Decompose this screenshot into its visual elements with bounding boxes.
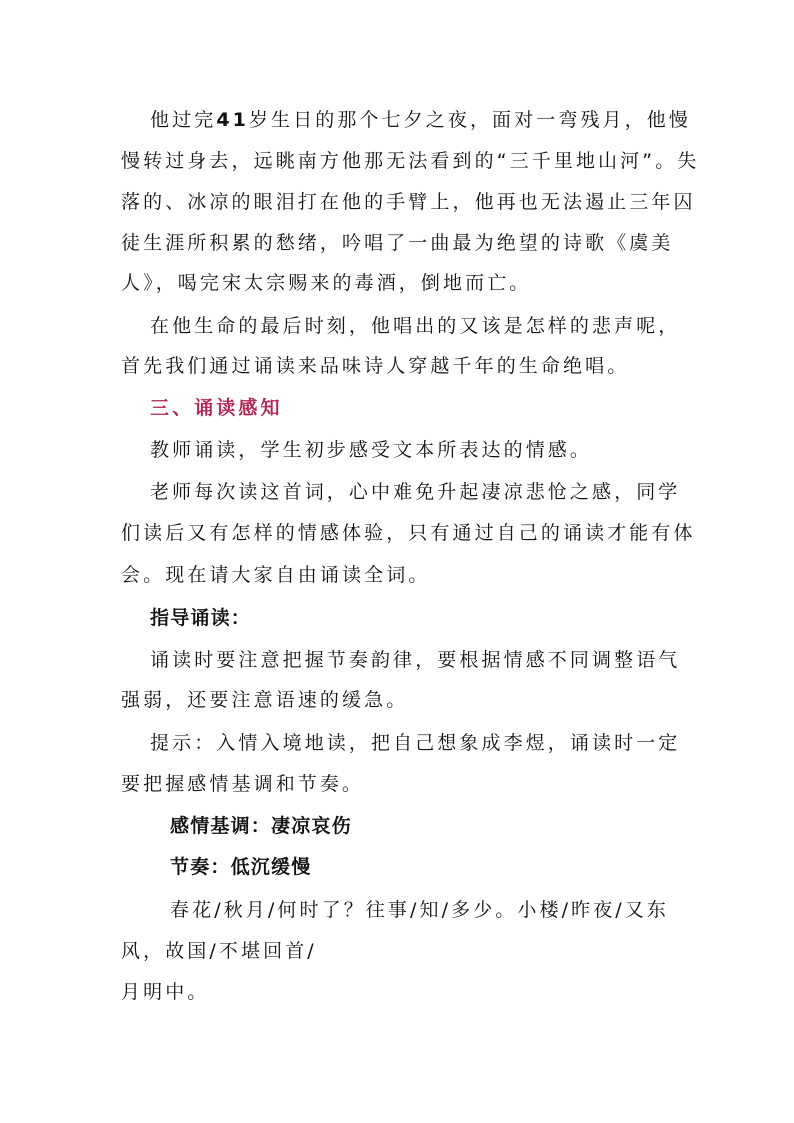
- tip-line: 要把握感情基调和节奏。: [121, 773, 365, 795]
- paragraph-line: 徒生涯所积累的愁绪，吟唱了一曲最为绝望的诗歌《虞美: [121, 232, 674, 254]
- age-number: 41: [216, 109, 249, 131]
- intro-line: 们读后又有怎样的情感体验，只有通过自己的诵读才能有体: [121, 522, 696, 544]
- paragraph-line: [150, 108, 691, 132]
- section-heading: 三、诵读感知: [150, 397, 283, 419]
- guide-heading: 指导诵读：: [150, 607, 252, 629]
- tip-line: 提示：入情入境地读，把自己想象成李煜，诵读时一定: [150, 732, 681, 754]
- poem-line: 风，故国/不堪回首/: [121, 940, 317, 962]
- guide-line: 强弱，还要注意语速的缓急。: [121, 689, 409, 711]
- text-span: 岁生日的那个七夕之夜，面对一弯残月，他慢: [248, 109, 691, 131]
- paragraph-line: 慢转过身去，远眺南方他那无法看到的“三千里地山河”。失: [121, 150, 700, 172]
- intro-line: 会。现在请大家自由诵读全词。: [121, 564, 431, 586]
- poem-line: 月明中。: [121, 981, 210, 1003]
- paragraph-line: 落的、冰凉的眼泪打在他的手臂上，他再也无法遏止三年囚: [121, 191, 696, 213]
- tone-line: 感情基调：凄凉哀伤: [170, 815, 352, 837]
- teacher-reading-line: 教师诵读，学生初步感受文本所表达的情感。: [150, 439, 593, 461]
- rhythm-line: 节奏：低沉缓慢: [170, 856, 312, 878]
- paragraph-line: 人》，喝完宋太宗赐来的毒酒，倒地而亡。: [121, 272, 532, 294]
- text-span: 他过完: [150, 109, 217, 131]
- paragraph-line: 首先我们通过诵读来品味诗人穿越千年的生命绝唱。: [121, 355, 630, 377]
- intro-line: 老师每次读这首词，心中难免升起凄凉悲怆之感，同学: [150, 481, 681, 503]
- paragraph-line: 在他生命的最后时刻，他唱出的又该是怎样的悲声呢，: [150, 315, 681, 337]
- poem-line: 春花/秋月/何时了？往事/知/多少。小楼/昨夜/又东: [170, 899, 670, 921]
- guide-line: 诵读时要注意把握节奏韵律，要根据情感不同调整语气: [150, 649, 681, 671]
